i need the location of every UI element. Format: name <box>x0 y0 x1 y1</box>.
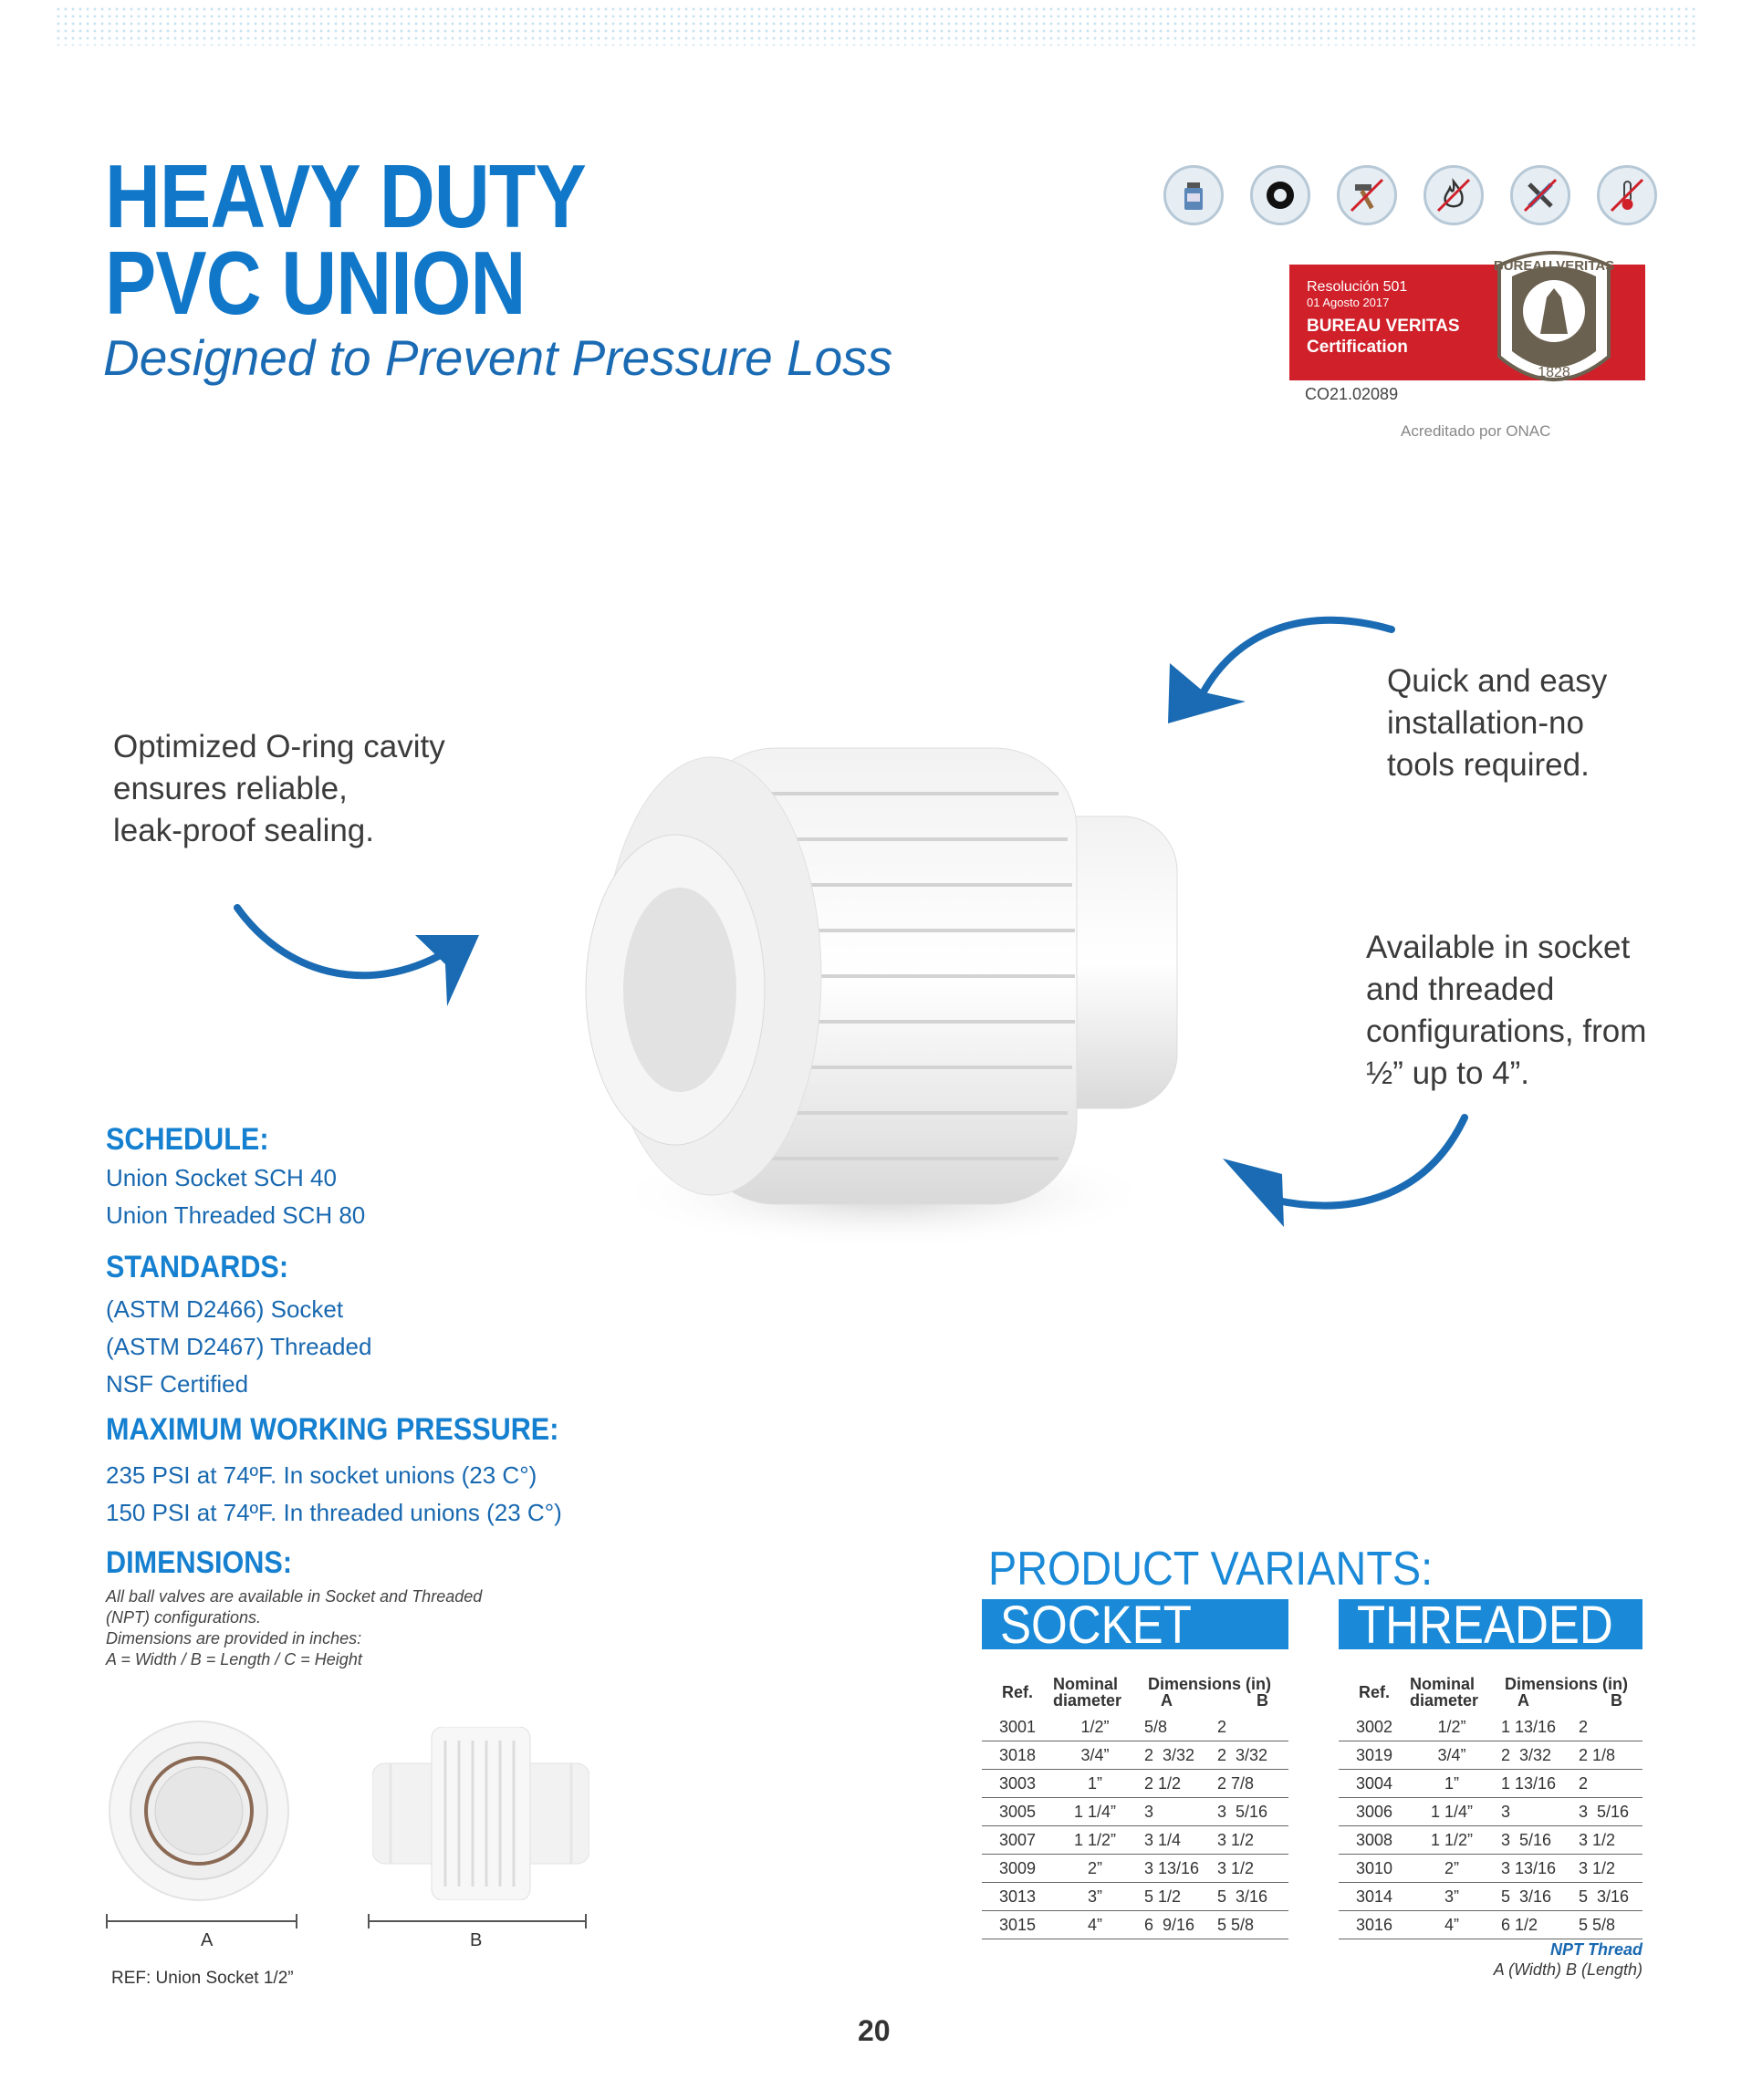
cell-dim-a: 3 13/16 <box>1494 1855 1571 1883</box>
arrow-available-icon <box>1218 1108 1474 1227</box>
socket-table-title <box>982 1596 1288 1655</box>
cell-dim-b: 3 5/16 <box>1210 1798 1288 1826</box>
cell-dim-a: 5/8 <box>1137 1713 1210 1741</box>
table-row <box>1339 1741 1642 1770</box>
feature-line: configurations, from <box>1366 1014 1647 1049</box>
feature-line: installation-no <box>1387 705 1584 741</box>
cell-dim-b: 3 1/2 <box>1571 1826 1642 1855</box>
cell-dim-a: 3 <box>1494 1798 1571 1826</box>
no-hammer-icon <box>1337 165 1397 225</box>
feature-oring <box>113 726 445 852</box>
cell-dim-a: 2 3/32 <box>1137 1741 1210 1770</box>
note-line: Dimensions are provided in inches: <box>106 1629 362 1648</box>
col-nominal-line: diameter <box>1053 1691 1122 1710</box>
bureau-veritas-seal-icon <box>1490 247 1618 399</box>
table-row <box>982 1713 1288 1741</box>
col-nominal <box>1053 1671 1137 1713</box>
cert-accreditation: Acreditado por ONAC <box>1401 422 1551 440</box>
cell-ref: 3005 <box>982 1798 1053 1826</box>
title-line-2: PVC UNION <box>105 233 526 333</box>
cell-dim-a: 3 <box>1137 1798 1210 1826</box>
standards-heading: STANDARDS: <box>106 1250 289 1284</box>
threaded-table-body <box>1339 1713 1642 1939</box>
feature-line: ½” up to 4”. <box>1366 1055 1529 1091</box>
cell-nominal: 3/4” <box>1410 1741 1494 1770</box>
cell-ref: 3001 <box>982 1713 1053 1741</box>
spec-line: (ASTM D2466) Socket <box>106 1295 344 1323</box>
table-row <box>982 1883 1288 1911</box>
dimensions-heading: DIMENSIONS: <box>106 1545 293 1580</box>
cell-dim-a: 3 1/4 <box>1137 1826 1210 1855</box>
note-line: A = Width / B = Length / C = Height <box>106 1650 362 1669</box>
table-row <box>1339 1826 1642 1855</box>
cell-nominal: 3” <box>1053 1883 1137 1911</box>
page-subtitle: Designed to Prevent Pressure Loss <box>103 329 893 386</box>
threaded-table <box>1339 1671 1642 1939</box>
cell-dim-b: 3 5/16 <box>1571 1798 1642 1826</box>
o-ring-icon <box>1250 165 1310 225</box>
spec-line: 235 PSI at 74ºF. In socket unions (23 C°) <box>106 1461 537 1489</box>
table-row <box>1339 1883 1642 1911</box>
reference-caption: REF: Union Socket 1/2” <box>111 1969 294 1988</box>
cert-code: CO21.02089 <box>1305 385 1399 403</box>
cell-nominal: 2” <box>1410 1855 1494 1883</box>
cell-ref: 3002 <box>1339 1713 1410 1741</box>
table-row <box>1339 1770 1642 1798</box>
cell-dim-b: 3 1/2 <box>1210 1826 1288 1855</box>
cell-dim-b: 2 <box>1571 1713 1642 1741</box>
cell-dim-a: 1 13/16 <box>1494 1770 1571 1798</box>
spec-line: 150 PSI at 74ºF. In threaded unions (23 C°) <box>106 1499 562 1526</box>
socket-table-body <box>982 1713 1288 1939</box>
cell-nominal: 1” <box>1053 1770 1137 1798</box>
table-row <box>1339 1713 1642 1741</box>
cell-nominal: 1 1/4” <box>1410 1798 1494 1826</box>
cert-resolution: Resolución 501 <box>1307 279 1408 295</box>
col-nominal-line: diameter <box>1410 1691 1479 1710</box>
cell-ref: 3013 <box>982 1883 1053 1911</box>
cell-ref: 3004 <box>1339 1770 1410 1798</box>
table-row <box>982 1911 1288 1939</box>
cell-dim-b: 2 <box>1571 1770 1642 1798</box>
cell-ref: 3019 <box>1339 1741 1410 1770</box>
socket-table <box>982 1671 1288 1939</box>
dimension-a-label: A <box>201 1930 214 1950</box>
col-dimensions-label: Dimensions (in) <box>1148 1675 1272 1693</box>
feature-line: Optimized O-ring cavity <box>113 729 445 764</box>
cell-nominal: 1 1/2” <box>1410 1826 1494 1855</box>
cell-dim-a: 5 3/16 <box>1494 1883 1571 1911</box>
page-title <box>105 146 586 333</box>
dimensions-notes <box>106 1586 482 1670</box>
cell-dim-a: 1 13/16 <box>1494 1713 1571 1741</box>
spec-line: (ASTM D2467) Threaded <box>106 1333 372 1360</box>
spec-line: Union Socket SCH 40 <box>106 1164 337 1191</box>
pressure-list <box>106 1457 562 1532</box>
table-row <box>982 1855 1288 1883</box>
cell-nominal: 3/4” <box>1053 1741 1137 1770</box>
cell-nominal: 3” <box>1410 1883 1494 1911</box>
cell-dim-a: 2 3/32 <box>1494 1741 1571 1770</box>
table-row <box>1339 1798 1642 1826</box>
union-side-view-image <box>372 1727 589 1900</box>
property-icons <box>1163 165 1657 225</box>
cell-dim-a: 6 9/16 <box>1137 1911 1210 1939</box>
cert-type: Certification <box>1307 338 1408 357</box>
note-line: (NPT) configurations. <box>106 1608 262 1627</box>
arrow-install-icon <box>1159 607 1396 730</box>
col-nominal-line: Nominal <box>1410 1675 1476 1693</box>
cell-dim-b: 3 1/2 <box>1571 1855 1642 1883</box>
schedule-list <box>106 1159 365 1234</box>
cell-ref: 3009 <box>982 1855 1053 1883</box>
col-b: B <box>1257 1691 1268 1710</box>
spec-line: Union Threaded SCH 80 <box>106 1201 366 1229</box>
cell-ref: 3008 <box>1339 1826 1410 1855</box>
cell-dim-b: 2 1/8 <box>1571 1741 1642 1770</box>
cell-dim-a: 3 13/16 <box>1137 1855 1210 1883</box>
cell-ref: 3014 <box>1339 1883 1410 1911</box>
threaded-table-title <box>1339 1596 1642 1655</box>
cell-nominal: 1/2” <box>1053 1713 1137 1741</box>
feature-line: and threaded <box>1366 972 1555 1007</box>
threaded-title-text: THREADED <box>1357 1596 1613 1655</box>
feature-line: Available in socket <box>1366 930 1631 965</box>
col-nominal-line: Nominal <box>1053 1675 1119 1693</box>
svg-text:BUREAU VERITAS: BUREAU VERITAS <box>1493 258 1615 274</box>
cell-dim-b: 2 <box>1210 1713 1288 1741</box>
cell-dim-a: 3 5/16 <box>1494 1826 1571 1855</box>
cell-nominal: 1” <box>1410 1770 1494 1798</box>
col-dimensions <box>1494 1671 1642 1713</box>
svg-text:1828: 1828 <box>1538 365 1570 380</box>
cell-nominal: 1/2” <box>1410 1713 1494 1741</box>
note-line: All ball valves are available in Socket and Threaded <box>106 1587 483 1606</box>
dot-pattern-band <box>55 5 1697 46</box>
table-row <box>982 1826 1288 1855</box>
cell-nominal: 4” <box>1410 1911 1494 1939</box>
npt-note-title: NPT Thread <box>1549 1940 1642 1959</box>
cell-ref: 3010 <box>1339 1855 1410 1883</box>
feature-available <box>1366 927 1646 1095</box>
cell-ref: 3015 <box>982 1911 1053 1939</box>
cell-dim-b: 5 3/16 <box>1210 1883 1288 1911</box>
cell-dim-a: 6 1/2 <box>1494 1911 1571 1939</box>
cell-dim-a: 5 1/2 <box>1137 1883 1210 1911</box>
cell-ref: 3003 <box>982 1770 1053 1798</box>
cell-ref: 3007 <box>982 1826 1053 1855</box>
col-a: A <box>1161 1691 1173 1710</box>
pressure-heading: MAXIMUM WORKING PRESSURE: <box>106 1412 559 1447</box>
cell-nominal: 2” <box>1053 1855 1137 1883</box>
table-row <box>982 1741 1288 1770</box>
feature-line: leak-proof sealing. <box>113 813 374 848</box>
union-front-view-image <box>108 1720 290 1902</box>
dimension-b-line <box>368 1920 587 1922</box>
table-row <box>1339 1911 1642 1939</box>
cell-dim-b: 5 5/8 <box>1210 1911 1288 1939</box>
cell-nominal: 1 1/2” <box>1053 1826 1137 1855</box>
socket-title-text: SOCKET <box>1000 1596 1192 1655</box>
spec-line: NSF Certified <box>106 1370 249 1398</box>
certification-text <box>1307 279 1460 358</box>
feature-line: tools required. <box>1387 747 1590 783</box>
col-ref: Ref. <box>1001 1683 1033 1701</box>
product-variants-heading: PRODUCT VARIANTS: <box>988 1543 1434 1596</box>
no-fire-icon <box>1424 165 1484 225</box>
col-dimensions-label: Dimensions (in) <box>1505 1675 1629 1693</box>
schedule-heading: SCHEDULE: <box>106 1122 269 1157</box>
cell-dim-b: 3 1/2 <box>1210 1855 1288 1883</box>
col-b: B <box>1611 1691 1622 1710</box>
feature-line: ensures reliable, <box>113 771 348 806</box>
dimension-b-label: B <box>470 1930 483 1950</box>
cell-ref: 3006 <box>1339 1798 1410 1826</box>
arrow-oring-icon <box>228 899 484 1013</box>
no-tools-icon <box>1510 165 1570 225</box>
feature-install <box>1387 660 1607 786</box>
page-number: 20 <box>858 2014 891 2047</box>
cell-nominal: 4” <box>1053 1911 1137 1939</box>
cell-dim-b: 5 5/8 <box>1571 1911 1642 1939</box>
col-a: A <box>1517 1691 1529 1710</box>
cell-ref: 3016 <box>1339 1911 1410 1939</box>
cert-name: BUREAU VERITAS <box>1307 317 1460 336</box>
col-nominal <box>1410 1671 1494 1713</box>
table-row <box>982 1770 1288 1798</box>
npt-note <box>1350 1939 1642 1980</box>
table-row <box>982 1798 1288 1826</box>
cell-dim-b: 2 3/32 <box>1210 1741 1288 1770</box>
feature-line: Quick and easy <box>1387 663 1608 699</box>
col-dimensions <box>1137 1671 1288 1713</box>
standards-list <box>106 1291 371 1403</box>
pvc-union-image <box>584 730 1214 1259</box>
npt-note-sub: A (Width) B (Length) <box>1493 1960 1642 1979</box>
cell-nominal: 1 1/4” <box>1053 1798 1137 1826</box>
cell-dim-b: 2 7/8 <box>1210 1770 1288 1798</box>
no-high-temperature-icon <box>1597 165 1657 225</box>
cert-date: 01 Agosto 2017 <box>1307 296 1390 309</box>
cell-dim-a: 2 1/2 <box>1137 1770 1210 1798</box>
col-ref: Ref. <box>1358 1683 1390 1701</box>
cement-bottle-icon <box>1163 165 1224 225</box>
table-row <box>1339 1855 1642 1883</box>
cell-ref: 3018 <box>982 1741 1053 1770</box>
title-line-1: HEAVY DUTY <box>105 146 586 246</box>
cell-dim-b: 5 3/16 <box>1571 1883 1642 1911</box>
dimension-a-line <box>106 1920 297 1922</box>
